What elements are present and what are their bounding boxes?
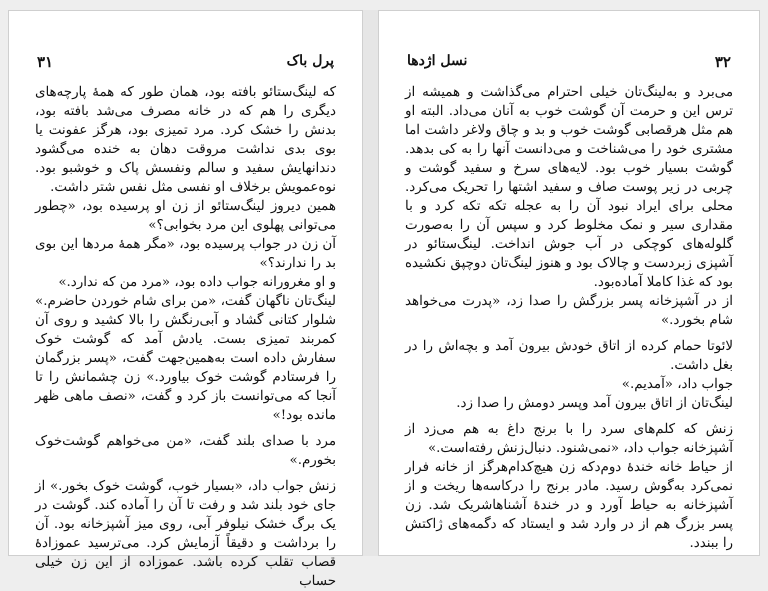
paragraph: مرد با صدای بلند گفت، «من می‌خواهم گوشت‌خوک بخورم.» xyxy=(35,434,336,468)
right-page-body xyxy=(405,83,733,553)
paragraph: زنش که کلم‌های سرد را با برنج داغ به هم می‌زد از آشپزخانه جواب داد، «نمی‌شنود. دنبال‌زنش رفته‌است.» xyxy=(405,422,733,456)
running-title: پرل باک xyxy=(286,53,334,69)
paragraph: لینگ‌تان ناگهان گفت، «من برای شام خوردن حاضرم.» شلوار کتانی گشاد و آبی‌رنگش را بالا کشید و روی آن کمربند تمیزی بست. یادش آمد که گوشت خوک سفارش داده است به‌همین‌جهت گفت، «پسر بزرگمان را فرستادم گوشت خوک بیاورد.» زن چشمانش را تا آنجا که می‌توانست باز کرد و گفت، «نصف ماهی ظهر مانده بود!» xyxy=(35,294,336,423)
paragraph: و او مغرورانه جواب داده بود، «مرد من که ندارد.» xyxy=(58,275,336,290)
paragraph: که لینگ‌ستائو بافته بود، همان طور که همهٔ پارچه‌های دیگری را هم که در خانه مصرف می‌شد بافته بود، بدنش را خشک کرد. مرد تمیزی بود، هرگز عفونت یا بوی بدی نداشت مروقت دهان به خنده می‌گشود دندانهایش سفید و سالم ونفسش پاک و خوشبو بود. نوه‌عمویش برخلاف او نفسی مثل نفس شتر داشت. xyxy=(35,85,336,195)
page-number: ۳۱ xyxy=(37,53,54,71)
book-gutter xyxy=(363,10,378,556)
paragraph: جواب داد، «آمدیم.» xyxy=(621,377,733,392)
paragraph: از حیاط خانه خندهٔ دوم‌دکه زن هیچ‌کدام‌هرگز از خانه فرار نمی‌کرد به‌گوش رسید. مادر برنج را درکاسه‌ها ریخت و از آشپزخانه به حیاط آورد و در خندهٔ آشناهاشریک شد. زن پسر بزرگ هم از در وارد شد و ایستاد که دگمه‌های ژاکتش را ببندد. xyxy=(405,460,733,551)
left-page xyxy=(8,10,363,589)
paragraph: می‌برد و به‌لینگ‌تان خیلی احترام می‌گذاشت و همیشه از ترس این و حرمت آن گوشت خوب به آنان می‌داد. البته او هم مثل هرقصابی گوشت خوب و بد و چاق ولاغر داشت اما مشتری خود را می‌شناخت و می‌دانست آنها را به کی بدهد. گوشت بسیار خوب بود. لایه‌های سرخ و سفید گوشت و چربی در زیر پوست صاف و سفید اشتها را تحریک می‌کرد. محلی برای ایراد نبود آن را به عجله تکه تکه کرد و با مقداری سیر و نمک مخلوط کرد و سپس آن را به‌صورت گلوله‌های کوچکی در آب جوش انداخت. لینگ‌ستائو در آشپزی زبردست و چالاک بود و هنوز لینگ‌تان دوچپق نکشیده بود که غذا کاملا آماده‌بود. xyxy=(405,85,734,290)
running-title: نسل اژدها xyxy=(407,53,468,69)
page-number: ۳۲ xyxy=(714,53,731,71)
left-page-header xyxy=(37,53,334,75)
paragraph: لائوتا حمام کرده از اتاق خودش بیرون آمد و بچه‌اش را در بغل داشت. xyxy=(405,339,733,373)
paragraph: زنش جواب داد، «بسیار خوب، گوشت خوک بخور.» از جای خود بلند شد و رفت تا آن را آماده کند. گوشت در یک برگ خشک نیلوفر آبی، روی میز آشپزخانه بود. آن را برداشت و دقیقاً آزمایش کرد. می‌ترسید عموزادهٔ قصاب تقلب کرده باشد. عموزاده از این زن خیلی حساب xyxy=(35,479,336,589)
right-page-header xyxy=(407,53,731,75)
right-page xyxy=(378,10,760,556)
paragraph: لینگ‌تان از اتاق بیرون آمد وپسر دومش را صدا زد. xyxy=(456,396,733,411)
paragraph: از در آشپزخانه پسر بزرگش را صدا زد، «پدرت می‌خواهد شام بخورد.» xyxy=(405,294,733,328)
paragraph: آن زن در جواب پرسیده بود، «مگر همهٔ مردها این بوی بد را ندارند؟» xyxy=(35,237,336,271)
paragraph: همین دیروز لینگ‌ستائو از زن او پرسیده بود، «چطور می‌توانی پهلوی این مرد بخوابی؟» xyxy=(35,199,336,233)
left-page-body xyxy=(35,83,336,591)
